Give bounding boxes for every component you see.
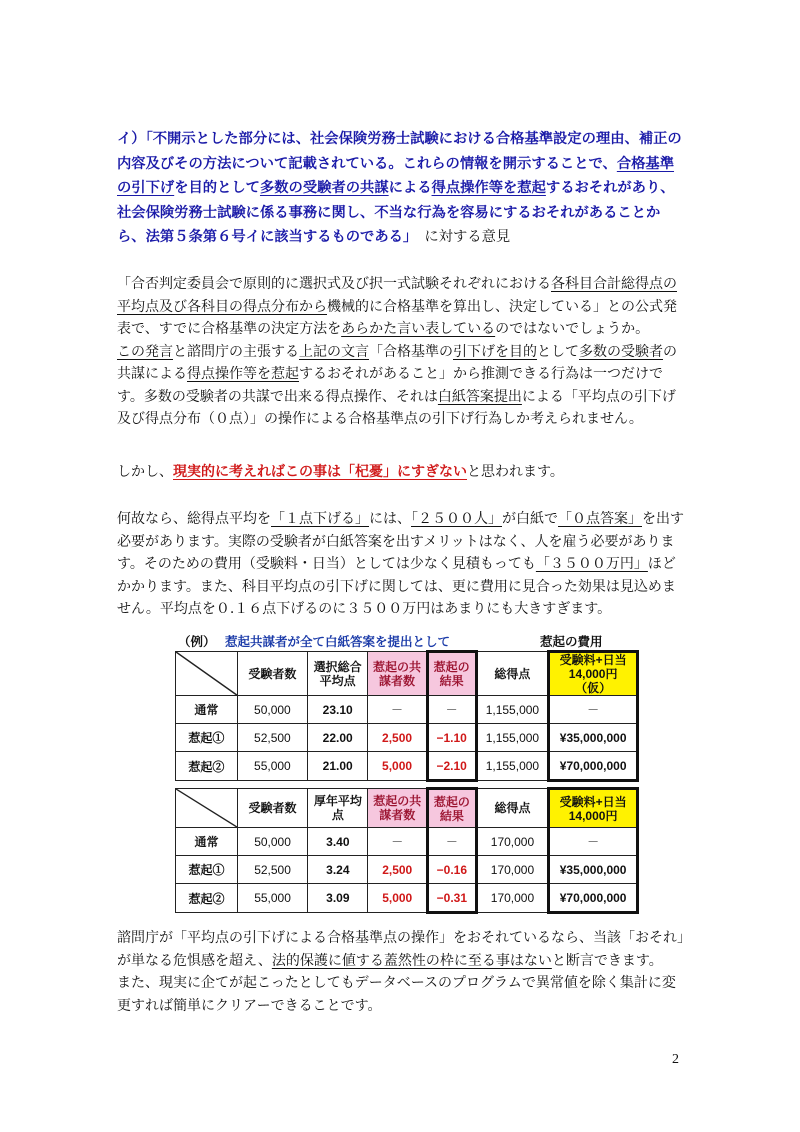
- table-row: [176, 696, 638, 724]
- header-cell: 惹起の共謀者数: [368, 652, 427, 696]
- text: の共謀による: [117, 343, 677, 382]
- cell: 170,000: [476, 884, 549, 913]
- diagonal-header-cell: [176, 789, 238, 828]
- text: また、現実に企てが起こったとしてもデータベースのプログラムで異常値を除く集計に変更すれば簡単にクリアーできることです。: [117, 975, 676, 1014]
- cell: 3.09: [308, 884, 368, 913]
- underlined-text: 各科目合計総得点の平均点及び各科目の得点分布から: [117, 276, 677, 315]
- row-label: 惹起②: [176, 752, 238, 781]
- quote-suffix: に対する意見: [410, 229, 511, 245]
- text: と諮問庁の主張する: [173, 343, 299, 360]
- text: 何故なら、総得点平均を: [117, 511, 271, 527]
- quote-text: による: [388, 180, 432, 196]
- cell: ¥35,000,000: [549, 856, 638, 884]
- cell: 52,500: [237, 856, 307, 884]
- text: を出す必要があります。実際の受験者が白紙答案を出すメリットはなく、人を雇う必要があります。そのための費用（受験料・日当）としては少なく見積もっても: [117, 511, 684, 572]
- cell: －: [427, 828, 476, 856]
- row-label: 惹起②: [176, 884, 238, 913]
- underlined-text: この発言: [117, 343, 173, 360]
- table-caption: [178, 632, 450, 650]
- header-cell: 総得点: [476, 789, 549, 828]
- cell: 2,500: [368, 856, 427, 884]
- cell: －: [549, 696, 638, 724]
- cell: 21.00: [308, 752, 368, 781]
- header-cell: 受験者数: [237, 789, 307, 828]
- paragraph-reason: [117, 508, 687, 621]
- underlined-text: 「２５００人」: [411, 511, 502, 527]
- cell: 170,000: [476, 828, 549, 856]
- underlined-text: 「１点下げる」: [271, 511, 369, 527]
- header-cell: 厚年平均点: [308, 789, 368, 828]
- underlined-text: 白紙答案提出: [437, 388, 522, 405]
- quote-text: するおそれがあり、社会保険労務士試験に係る事務に関し、不当な行為を容易にするおそれがあることから、法第５条第６号イに該当するものである」: [117, 180, 675, 245]
- header-cell: 惹起の結果: [427, 789, 476, 828]
- underlined-text: 法的保護に値する蓋然性の枠に至る事はない: [271, 952, 552, 969]
- table-row: [176, 752, 638, 781]
- text: ほどかかります。また、科目平均点の引下げに関しては、更に費用に見合った効果は見込めません。平均点を０.１６点下げるのに３５００万円はあまりにも大きすぎます。: [117, 556, 676, 617]
- caption-text: 惹起共謀者が全て白紙答案を提出として: [225, 635, 451, 649]
- cell: 1,155,000: [476, 696, 549, 724]
- cell: 5,000: [368, 884, 427, 913]
- cell: ¥70,000,000: [549, 884, 638, 913]
- cell: −0.16: [427, 856, 476, 884]
- cell: 5,000: [368, 752, 427, 781]
- underlined-text: 引下げを目的: [453, 343, 537, 360]
- row-label: 惹起①: [176, 724, 238, 752]
- diagonal-header-cell: [176, 652, 238, 696]
- header-cell: 選択総合平均点: [308, 652, 368, 696]
- header-cell: 受験者数: [237, 652, 307, 696]
- text: による「平均点の引下げ及び得点分布（０点）」の操作による合格基準点の引下げ行為しか考えられません。: [117, 388, 676, 427]
- quote-text: を目的として: [174, 180, 260, 196]
- header-cell: 受験料+日当 14,000円: [549, 789, 638, 828]
- text: しかし、: [117, 464, 173, 480]
- table-row: [176, 828, 638, 856]
- underlined-text: 「０点答案」: [558, 511, 642, 527]
- cell: 1,155,000: [476, 752, 549, 781]
- header-cell: 惹起の共謀者数: [368, 789, 427, 828]
- cell: 170,000: [476, 856, 549, 884]
- quoted-passage: [117, 127, 687, 250]
- quote-underline: 多数の受験者の共謀: [259, 180, 389, 196]
- text: 機械的に合格基準を算出し、決定している」との公式発表で、すでに合格基準の決定方法を: [117, 298, 677, 337]
- text: のではないでしょうか。: [495, 321, 650, 337]
- text: と思われます。: [467, 464, 564, 480]
- cost-caption: 惹起の費用: [540, 635, 603, 649]
- caption-label: （例）: [178, 635, 216, 649]
- table-row: [176, 856, 638, 884]
- cell: 3.40: [308, 828, 368, 856]
- paragraph-official-statement: [117, 273, 687, 431]
- text: と断言できます。: [551, 952, 663, 969]
- underlined-text: あらかた言い表している: [341, 321, 496, 337]
- cell: 50,000: [237, 696, 307, 724]
- cost-table-pension: [175, 787, 639, 914]
- cell: 22.00: [308, 724, 368, 752]
- table-header-row: [176, 789, 638, 828]
- text: するおそれがあること」から推測できる行為は一つだけです。多数の受験者の共謀で出来る得点操作、それは: [117, 366, 663, 405]
- cell: ¥35,000,000: [549, 724, 638, 752]
- table-row: [176, 884, 638, 913]
- cell: 2,500: [368, 724, 427, 752]
- header-cell: 総得点: [476, 652, 549, 696]
- row-label: 通常: [176, 696, 238, 724]
- cell: 55,000: [237, 884, 307, 913]
- cell: 55,000: [237, 752, 307, 781]
- quote-underline: 得点操作等を惹起: [431, 180, 546, 196]
- cell: 50,000: [237, 828, 307, 856]
- red-underlined-text: 現実的に考えればこの事は「杞憂」にすぎない: [173, 464, 467, 480]
- paragraph-however: [117, 461, 687, 484]
- cell: −2.10: [427, 752, 476, 781]
- text: として: [537, 343, 579, 360]
- row-label: 惹起①: [176, 856, 238, 884]
- text: 諮問庁が「平均点の引下げによる合格基準点の操作」をおそれているなら、当該「おそれ」が単なる危惧感を超え、: [117, 930, 684, 969]
- header-cell: 受験料+日当 14,000円（仮）: [549, 652, 638, 696]
- cell: 52,500: [237, 724, 307, 752]
- table-row: [176, 724, 638, 752]
- paragraph-conclusion: [117, 927, 687, 1017]
- underlined-text: 多数の受験者: [579, 343, 663, 360]
- quote-underline: 合格基準の引下げ: [117, 155, 675, 196]
- cell: −0.31: [427, 884, 476, 913]
- underlined-text: 得点操作等を惹起: [187, 366, 299, 382]
- cell: 1,155,000: [476, 724, 549, 752]
- quote-text: イ）「不開示とした部分には、社会保険労務士試験における合格基準設定の理由、補正の内容及びその方法について記載されている。これらの情報を開示することで、: [117, 131, 682, 172]
- cell: ¥70,000,000: [549, 752, 638, 781]
- cell: －: [549, 828, 638, 856]
- header-cell: 惹起の結果: [427, 652, 476, 696]
- cost-table-selection: [175, 650, 639, 782]
- text: 「合格基準の: [369, 343, 453, 360]
- page-number: 2: [672, 1052, 679, 1067]
- underlined-text: 上記の文言: [299, 343, 369, 360]
- row-label: 通常: [176, 828, 238, 856]
- text: 「合否判定委員会で原則的に選択式及び択一式試験それぞれにおける: [117, 276, 551, 292]
- cell: 3.24: [308, 856, 368, 884]
- text: には、: [369, 511, 411, 527]
- cell: 23.10: [308, 696, 368, 724]
- text: が白紙で: [502, 511, 558, 527]
- cell: －: [368, 696, 427, 724]
- cell: −1.10: [427, 724, 476, 752]
- table-header-row: [176, 652, 638, 696]
- cell: －: [368, 828, 427, 856]
- cell: －: [427, 696, 476, 724]
- underlined-text: 「３５００万円」: [535, 556, 648, 572]
